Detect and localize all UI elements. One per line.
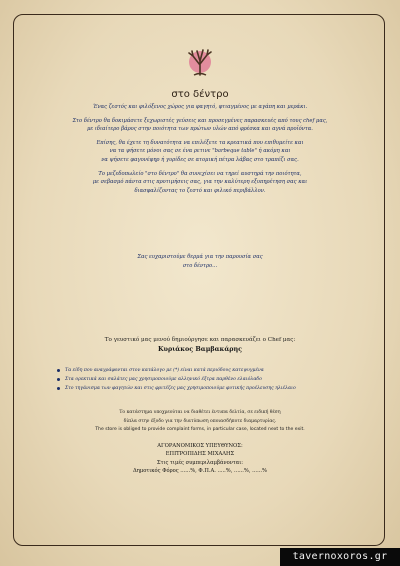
note-item <box>57 384 377 393</box>
prices-include: Στις τιμές συμπεριλαμβάνονται: <box>156 459 244 466</box>
closing-line: στο δέντρο... <box>182 263 218 269</box>
intro-text <box>44 103 356 200</box>
intro-line: να ψήσετε φαγονέφηρ ή γυρίδες σε ατομική πέτρα λάβας στο τραπέζι σας. <box>101 156 299 163</box>
chef-name: Κυριάκος Βαμβακάρης <box>157 345 243 353</box>
bullet-icon <box>57 369 60 372</box>
intro-paragraph <box>44 117 356 134</box>
notice-line: Το κατάστημα υποχρεούται να διαθέτει έντυπα δελτία, σε ειδική θέση <box>119 410 281 415</box>
intro-line: διασφαλίζοντας το ζεστό και φιλικό περιβάλλον. <box>134 187 266 194</box>
intro-line: με ιδιαίτερο βάρος στην ποιότητα των πρώτων υλών από φρέσκα και αγνά προϊόντα. <box>87 126 313 133</box>
tree-logo-icon <box>181 47 219 77</box>
inspector-title: ΑΓΟΡΑΝΟΜΙΚΟΣ ΥΠΕΥΘΥΝΟΣ: <box>157 443 243 449</box>
inspector-name: ΕΠΙΤΡΟΠΙΔΗΣ ΜΙΧΑΛΗΣ <box>165 451 235 458</box>
note-text: Τα είδη που αναγράφονται στον κατάλογο με (*) είναι κατά περιόδους κατεψυγμένα <box>65 368 264 373</box>
bullet-icon <box>57 378 60 381</box>
intro-line: Το μεζεδοπωλείο "στο δέντρο" θα συνεχίσει να τηρεί αυστηρά την ποιότητα, <box>98 170 302 177</box>
market-inspector <box>0 442 400 476</box>
tax-line: Δημοτικός Φόρος ......%, Φ.Π.Α. .....%, ......%, ......% <box>133 468 267 475</box>
chef-intro: Το γευστικό μας μενού δημιούργησε και παρασκευάζει ο Chef μας: <box>104 337 296 343</box>
note-text: Στο τηγάνισμα των φαγητών και στις φριτέζες μας χρησιμοποιούμε φυτικής προέλευσης ηλιέλαιο <box>65 386 296 391</box>
complaint-notice <box>0 409 400 435</box>
intro-paragraph <box>44 139 356 165</box>
closing-line: Σας ευχαριστούμε θερμά για την παρουσία σας <box>137 254 263 260</box>
notice-line: δίπλα στην έξοδο για την διατύπωση οποιασδήποτε διαμαρτυρίας. <box>123 418 277 424</box>
intro-paragraph <box>44 103 356 112</box>
note-item <box>57 366 377 375</box>
intro-line: να τα ψήσετε μόνοι σας σε ένα ρετινε "barbeque table" ή ακόμη και <box>109 148 291 155</box>
brand-name: στο δέντρο <box>171 89 229 100</box>
watermark-badge: tavernoxoros.gr <box>280 548 400 566</box>
note-item <box>57 375 377 384</box>
notes-list <box>57 366 377 393</box>
notice-line-english: The store is obliged to provide complaint forms, in particular case, located next to the exit. <box>95 427 305 432</box>
intro-line: Στο δέντρο θα δοκιμάσετε ξεχωριστές γεύσεις και προσεγμένες παρασκευές από τους chef μας, <box>72 117 328 124</box>
intro-paragraph <box>44 170 356 196</box>
closing-text <box>0 253 400 271</box>
intro-line: Επίσης, θα έχετε τη δυνατότητα να επιλέξετε τα κρεατικά που επιθυμείτε και <box>96 139 304 146</box>
intro-line: με σεβασμό πάντα στις προτιμήσεις σας, για την καλύτερη εξυπηρέτηση σας και <box>92 179 308 186</box>
note-text: Στα ορεκτικά και σαλάτες μας χρησιμοποιούμε αλληνικό έξτρα παρθένο ελαιόλαδο <box>65 377 262 382</box>
bullet-icon <box>57 387 60 390</box>
intro-line: Ένας ζεστός και φιλόξενος χώρος για φαγητό, φτιαγμένος με αγάπη και μεράκι. <box>92 104 308 110</box>
